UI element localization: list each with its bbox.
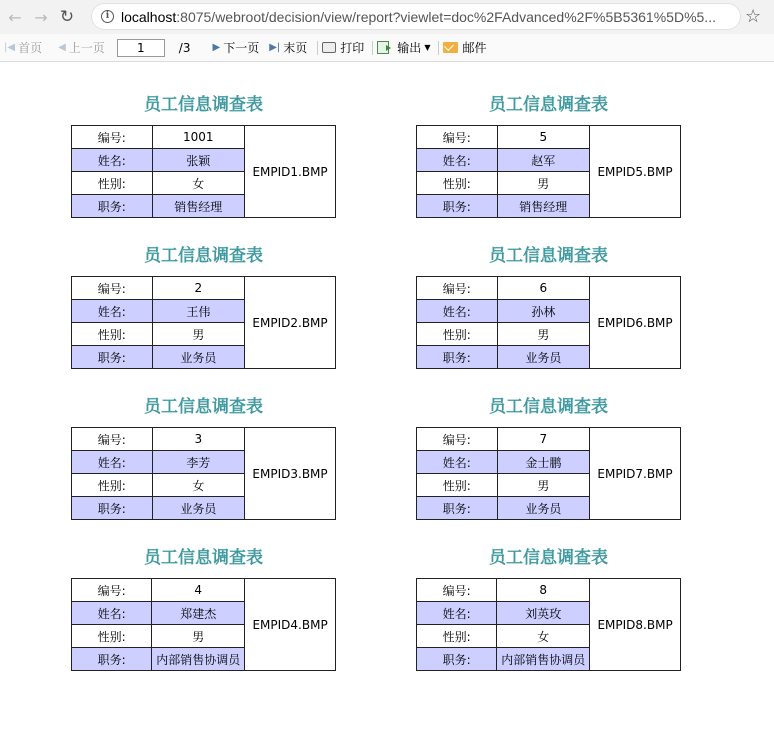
id-value: 7 [497, 428, 590, 451]
print-label: 打印 [340, 41, 365, 55]
card-title: 员工信息调查表 [489, 397, 608, 417]
employee-table [416, 125, 681, 218]
id-value: 8 [497, 579, 590, 602]
name-label: 姓名: [72, 602, 152, 625]
table-row [417, 579, 681, 602]
id-label: 编号: [72, 428, 153, 451]
prev-page-label: 上一页 [68, 41, 105, 55]
gender-value: 男 [497, 323, 590, 346]
id-label: 编号: [417, 277, 498, 300]
last-page-button[interactable] [267, 37, 309, 59]
name-label: 姓名: [417, 602, 497, 625]
table-row [72, 277, 336, 300]
gender-label: 性别: [72, 474, 153, 497]
next-page-icon: ▶ [212, 42, 221, 53]
job-value: 销售经理 [152, 195, 245, 218]
prev-page-button[interactable] [56, 37, 107, 59]
id-value: 3 [152, 428, 245, 451]
employee-table [416, 427, 681, 520]
table-row [72, 579, 336, 602]
table-row [72, 428, 336, 451]
gender-label: 性别: [72, 625, 152, 648]
card-title: 员工信息调查表 [489, 246, 608, 266]
mail-label: 邮件 [462, 41, 487, 55]
photo-cell: EMPID8.BMP [590, 579, 681, 671]
first-page-button[interactable] [2, 37, 44, 59]
table-row [417, 126, 681, 149]
gender-value: 男 [152, 625, 245, 648]
url-text[interactable] [121, 9, 716, 25]
table-row [417, 277, 681, 300]
first-page-icon: |◀ [4, 42, 16, 53]
gender-value: 男 [497, 474, 590, 497]
toolbar-divider [438, 41, 439, 55]
job-label: 职务: [417, 648, 497, 671]
photo-cell: EMPID4.BMP [245, 579, 336, 671]
card-title: 员工信息调查表 [144, 548, 263, 568]
employee-table [71, 125, 336, 218]
id-value: 5 [497, 126, 590, 149]
address-bar[interactable] [91, 3, 741, 30]
employee-table [71, 578, 336, 671]
job-value: 内部销售协调员 [152, 648, 245, 671]
name-label: 姓名: [72, 300, 153, 323]
last-page-icon: ▶| [269, 42, 281, 53]
job-value: 业务员 [497, 497, 590, 520]
photo-cell: EMPID5.BMP [590, 126, 681, 218]
id-value: 2 [152, 277, 245, 300]
job-value: 销售经理 [497, 195, 590, 218]
gender-value: 女 [497, 625, 590, 648]
photo-cell: EMPID3.BMP [245, 428, 336, 520]
card-title: 员工信息调查表 [144, 397, 263, 417]
employee-table [71, 427, 336, 520]
gender-label: 性别: [72, 323, 153, 346]
job-label: 职务: [417, 346, 498, 369]
job-label: 职务: [72, 497, 153, 520]
employee-table [416, 578, 681, 671]
name-value: 王伟 [152, 300, 245, 323]
job-value: 业务员 [497, 346, 590, 369]
name-value: 张颖 [152, 149, 245, 172]
export-icon [377, 41, 389, 54]
url-path: :8075/webroot/decision/view/report?viewlet=doc%2FAdvanced%2F%5B5361%5D%5... [176, 8, 716, 25]
chevron-down-icon: ▼ [424, 43, 431, 52]
back-arrow-icon[interactable]: ← [8, 7, 22, 27]
card-title: 员工信息调查表 [489, 548, 608, 568]
export-button[interactable] [375, 37, 432, 59]
toolbar-divider [372, 41, 373, 55]
card-title: 员工信息调查表 [144, 246, 263, 266]
gender-value: 男 [152, 323, 245, 346]
table-row [72, 126, 336, 149]
gender-label: 性别: [72, 172, 153, 195]
name-label: 姓名: [72, 451, 153, 474]
job-label: 职务: [72, 346, 153, 369]
forward-arrow-icon[interactable]: → [34, 7, 48, 27]
info-icon[interactable]: i [101, 10, 114, 23]
report-toolbar [0, 34, 774, 62]
gender-label: 性别: [417, 474, 498, 497]
name-label: 姓名: [417, 300, 498, 323]
job-label: 职务: [417, 195, 498, 218]
url-host: localhost [121, 8, 177, 25]
printer-icon [322, 42, 336, 53]
print-button[interactable] [320, 37, 366, 59]
job-label: 职务: [72, 195, 153, 218]
id-value: 6 [497, 277, 590, 300]
table-row [417, 428, 681, 451]
employee-table [71, 276, 336, 369]
gender-value: 女 [152, 474, 245, 497]
next-page-label: 下一页 [223, 41, 260, 55]
photo-cell: EMPID7.BMP [590, 428, 681, 520]
name-value: 李芳 [152, 451, 245, 474]
browser-toolbar [0, 0, 774, 34]
first-page-label: 首页 [18, 41, 43, 55]
name-label: 姓名: [417, 451, 498, 474]
gender-label: 性别: [417, 323, 498, 346]
id-value: 1001 [152, 126, 245, 149]
name-value: 郑建杰 [152, 602, 245, 625]
id-label: 编号: [72, 579, 152, 602]
star-icon[interactable]: ☆ [745, 6, 762, 27]
reload-icon[interactable]: ↻ [59, 7, 75, 27]
name-value: 孙林 [497, 300, 590, 323]
toolbar-divider [317, 41, 318, 55]
job-value: 业务员 [152, 497, 245, 520]
last-page-label: 末页 [283, 41, 308, 55]
gender-value: 男 [497, 172, 590, 195]
prev-page-icon: ◀ [58, 42, 66, 53]
name-label: 姓名: [72, 149, 153, 172]
name-value: 刘英玫 [497, 602, 590, 625]
name-value: 赵军 [497, 149, 590, 172]
card-title: 员工信息调查表 [489, 95, 608, 115]
page-total: /3 [178, 40, 191, 55]
id-label: 编号: [72, 126, 153, 149]
id-label: 编号: [417, 428, 498, 451]
name-value: 金士鹏 [497, 451, 590, 474]
id-value: 4 [152, 579, 245, 602]
gender-label: 性别: [417, 625, 497, 648]
id-label: 编号: [72, 277, 153, 300]
photo-cell: EMPID6.BMP [590, 277, 681, 369]
card-title: 员工信息调查表 [144, 95, 263, 115]
job-value: 业务员 [152, 346, 245, 369]
id-label: 编号: [417, 579, 497, 602]
job-label: 职务: [72, 648, 152, 671]
next-page-button[interactable] [210, 37, 261, 59]
gender-label: 性别: [417, 172, 498, 195]
job-label: 职务: [417, 497, 498, 520]
mail-button[interactable] [441, 37, 488, 59]
job-value: 内部销售协调员 [497, 648, 590, 671]
envelope-icon [443, 42, 458, 53]
photo-cell: EMPID1.BMP [245, 126, 336, 218]
id-label: 编号: [417, 126, 498, 149]
export-label: 输出 [397, 41, 422, 55]
name-label: 姓名: [417, 149, 498, 172]
gender-value: 女 [152, 172, 245, 195]
photo-cell: EMPID2.BMP [245, 277, 336, 369]
employee-table [416, 276, 681, 369]
page-number-input[interactable]: 1 [117, 39, 165, 57]
